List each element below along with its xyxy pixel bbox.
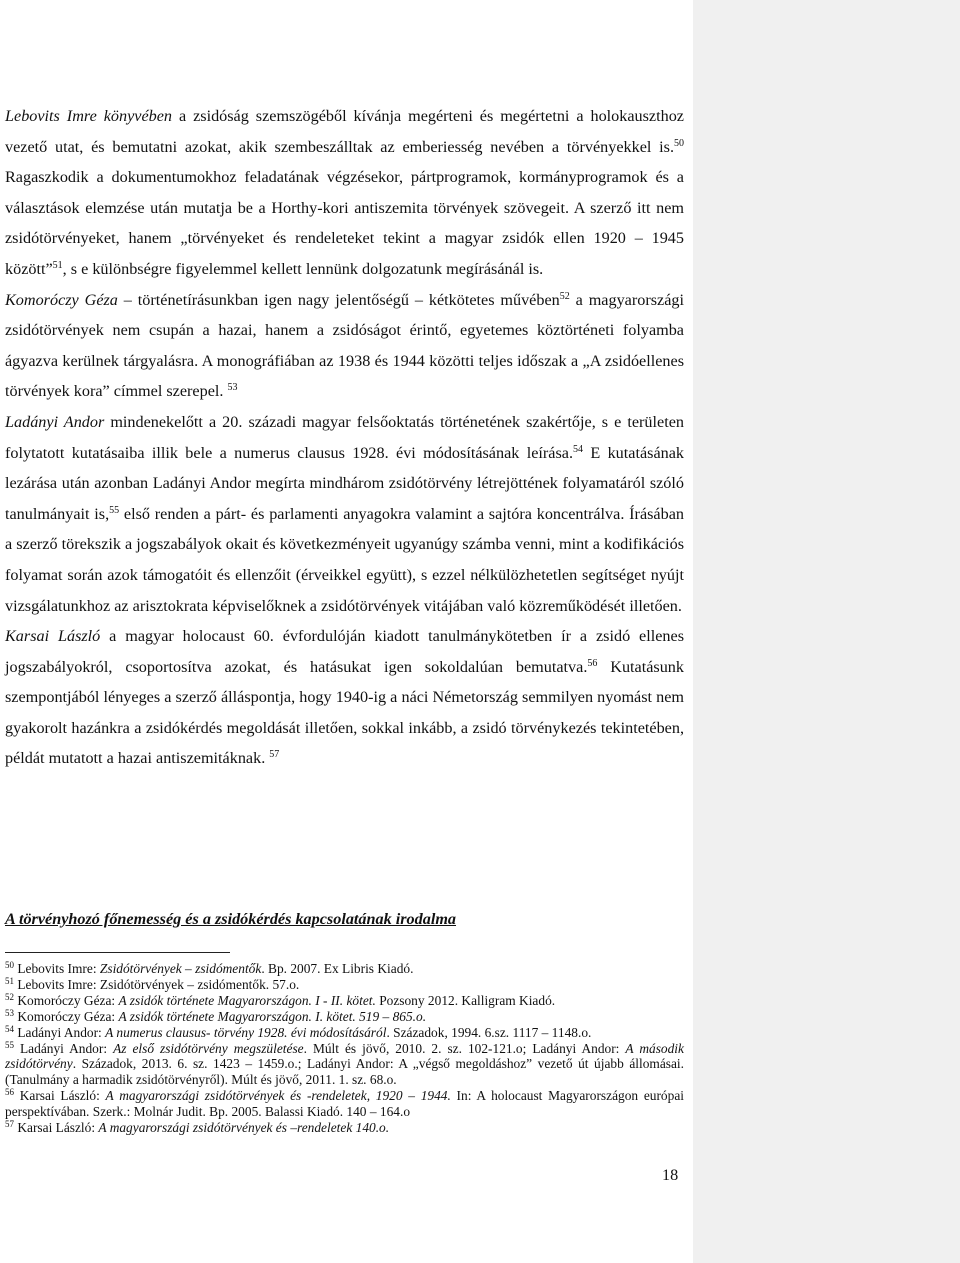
text-run: mindenekelőtt a 20. századi magyar felsőoktatás történetének szakértője, s e területen folytatott kutatásaiba illik bele a numerus clausus 1928. évi módosításának leírása. bbox=[5, 412, 684, 462]
footnote-number: 53 bbox=[5, 1007, 14, 1018]
author-name: Lebovits Imre könyvében bbox=[5, 107, 173, 125]
footnote-separator bbox=[5, 952, 230, 953]
footnote-ref[interactable]: 51 bbox=[52, 259, 63, 271]
text-run: Karsai László: bbox=[14, 1088, 106, 1104]
text-run: a zsidóság szemszögéből kívánja megérteni és megértetni a holokauszthoz vezető utat, és bemutatni azokat, akik szembeszálltak az emberiesség nevében a törvényekkel is. bbox=[5, 107, 684, 156]
text-run: Ragaszkodik a dokumentumokhoz feladatának végzésekor, pártprogramok, kormányprogramok és a választások elemzése után mutatja be a Horthy-kori antiszemita törvények szövegeit. A szerző itt nem zsidótörvényeket, hanem „törvényeket és rendeleteket tekint a magyar zsidók ellen 1920 – 1945 között” bbox=[5, 168, 684, 278]
work-title: A magyarországi zsidótörvények és –rendeletek 140.o. bbox=[98, 1120, 390, 1136]
text-run: In: A holocaust Magyarországon európai perspektívában. Szerk.: Molnár Judit. Bp. 2005. Balassi Kiadó. 140 – 164.o bbox=[5, 1088, 684, 1120]
text-run: Ladányi Andor: bbox=[14, 1024, 106, 1040]
text-run: Lebovits Imre: Zsidótörvények – zsidómentők. 57.o. bbox=[14, 976, 300, 992]
paragraph-karsai bbox=[5, 621, 684, 774]
footnote-ref[interactable]: 57 bbox=[269, 749, 280, 761]
footnote-52 bbox=[5, 993, 684, 1009]
text-run: a magyar holocaust 60. évfordulóján kiadott tanulmánykötetben ír a zsidó ellenes jogszabályokról, csoportosítva azokat, és hatásukat igen sokoldalúan bemutatva. bbox=[5, 627, 684, 676]
text-run: a magyarországi zsidótörvények nem csupán a hazai, hanem a zsidóságot érintő, egyetemes köztörténeti folyamba ágyazva kerülnek tárgyalásra. A monográfiában az 1938 és 1944 közötti teljes időszak a „A zsidóellenes törvények kora” címmel szerepel. bbox=[5, 290, 684, 401]
text-run: Karsai László: bbox=[14, 1120, 99, 1136]
footnote-ref[interactable]: 56 bbox=[587, 657, 598, 669]
author-name: Karsai László bbox=[5, 627, 101, 646]
text-run: – történetírásunkban igen nagy jelentőségű – kétkötetes művében bbox=[117, 290, 560, 309]
footnote-number: 54 bbox=[5, 1023, 14, 1034]
text-run: Komoróczy Géza: bbox=[14, 992, 119, 1008]
text-run: . Bp. 2007. Ex Libris Kiadó. bbox=[261, 961, 414, 976]
text-run: . Századok, 2013. 6. sz. 1423 – 1459.o.; Ladányi Andor: A „végső megoldáshoz” vezető út újabb állomásai. (Tanulmány a harmadik zsidótörvényről). Múlt és jövő, 2011. 1. sz. 68.o. bbox=[5, 1056, 684, 1088]
text-run: . Századok, 1994. 6.sz. 1117 – 1148.o. bbox=[386, 1024, 592, 1040]
work-title: A zsidók története Magyarországon. I. kötet. 519 – 865.o. bbox=[118, 1008, 427, 1024]
text-run: Kutatásunk szempontjából lényeges a szerző álláspontja, hogy 1940-ig a náci Németország semmilyen nyomást nem gyakorolt hazánkra a zsidókérdés megoldását illetően, sokkal inkább, a zsidó törvénykezés tekintetében, példát mutatott a hazai antiszemitáknak. bbox=[5, 657, 684, 768]
work-title: A zsidók története Magyarországon. I - II. kötet. bbox=[118, 992, 376, 1008]
footnote-57 bbox=[5, 1120, 684, 1136]
footnote-53 bbox=[5, 1009, 684, 1025]
text-run: Komoróczy Géza: bbox=[14, 1008, 119, 1024]
footnote-ref[interactable]: 54 bbox=[573, 443, 583, 455]
text-run: első renden a párt- és parlamenti anyagokra valamint a sajtóra koncentrálva. Írásában a szerző törekszik a jogszabályok okait és következményeit ugyanúgy számba venni, mint a kodifikációs folyamat során azok támogatóit és ellenzőit (érveikkel együtt), s ezzel nélkülözhetetlen segítséget nyújt vizsgálatunkhoz az arisztokrata képviselőknek a zsidótörvények vitájában való közreműködését illetően. bbox=[5, 504, 684, 615]
footnote-ref[interactable]: 52 bbox=[559, 290, 570, 302]
footnote-number: 56 bbox=[5, 1087, 14, 1098]
text-run: Ladányi Andor: bbox=[14, 1040, 114, 1056]
section-heading: A törvényhozó főnemesség és a zsidókérdés kapcsolatának irodalma bbox=[5, 910, 457, 928]
footnote-50 bbox=[5, 961, 684, 977]
footnote-51 bbox=[5, 977, 684, 993]
footnote-number: 52 bbox=[5, 991, 14, 1002]
work-title: A második zsidótörvény bbox=[5, 1040, 684, 1072]
text-run: Pozsony 2012. Kalligram Kiadó. bbox=[375, 992, 556, 1008]
footnote-number: 50 bbox=[5, 960, 14, 970]
text-run: , s e különbségre figyelemmel kellett lennünk dolgozatunk megírásánál is. bbox=[62, 259, 544, 278]
footnotes bbox=[5, 961, 684, 1136]
footnote-number: 57 bbox=[5, 1119, 14, 1130]
footnote-ref[interactable]: 50 bbox=[674, 137, 684, 149]
footnote-number: 51 bbox=[5, 975, 14, 986]
footnote-56 bbox=[5, 1088, 684, 1120]
work-title: A magyarországi zsidótörvények és -rendeletek, 1920 – 1944. bbox=[105, 1088, 451, 1104]
paragraph-komoroczy bbox=[5, 285, 684, 407]
review-pane bbox=[693, 0, 960, 1263]
work-title: A numerus clausus- törvény 1928. évi módosításáról bbox=[105, 1024, 387, 1040]
work-title: Zsidótörvények – zsidómentők bbox=[99, 961, 262, 976]
text-run: Lebovits Imre: bbox=[14, 961, 100, 976]
footnote-ref[interactable]: 53 bbox=[227, 382, 238, 394]
text-run: E kutatásának lezárása után azonban Ladányi Andor megírta mindhárom zsidótörvény létrejöttének folyamatáról szóló tanulmányait is, bbox=[5, 443, 684, 523]
page-number: 18 bbox=[662, 1166, 679, 1184]
text-run: . Múlt és jövő, 2010. 2. sz. 102-121.o; Ladányi Andor: bbox=[303, 1040, 626, 1056]
footnote-number: 55 bbox=[5, 1039, 14, 1050]
author-name: Ladányi Andor bbox=[5, 412, 105, 431]
paragraph-ladanyi bbox=[5, 407, 684, 621]
body-text bbox=[5, 101, 684, 774]
paragraph-lebovits bbox=[5, 101, 684, 285]
author-name: Komoróczy Géza bbox=[5, 290, 118, 309]
footnote-55 bbox=[5, 1041, 684, 1089]
footnote-ref[interactable]: 55 bbox=[109, 504, 120, 516]
work-title: Az első zsidótörvény megszületése bbox=[113, 1040, 304, 1056]
footnote-54 bbox=[5, 1025, 684, 1041]
